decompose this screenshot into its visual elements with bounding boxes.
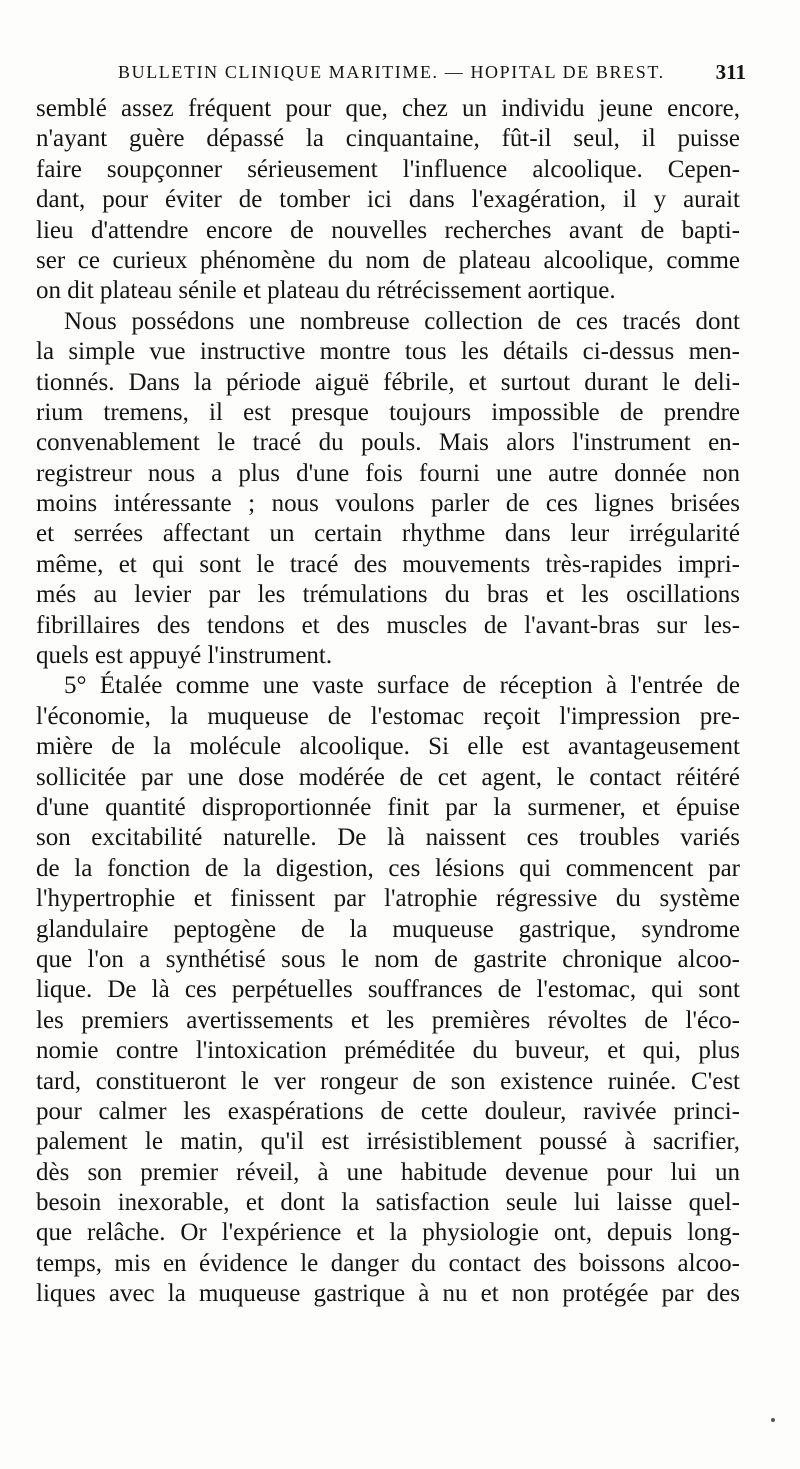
text-line: liques avec la muqueuse gastrique à nu et non protégée par des [36,1280,740,1308]
text-line: la simple vue instructive montre tous les détails ci-dessus men- [36,338,740,366]
text-line: son excitabilité naturelle. De là naissent ces troubles variés [36,824,740,852]
text-line: ser ce curieux phénomène du nom de plateau alcoolique, comme [36,246,740,274]
page-number: 311 [715,60,746,84]
text-line: que relâche. Or l'expérience et la physiologie ont, depuis long- [36,1219,740,1247]
text-line: semblé assez fréquent pour que, chez un individu jeune encore, [36,95,740,122]
text-line: que l'on a synthétisé sous le nom de gastrite chronique alcoo- [36,945,740,973]
text-line: l'hypertrophie et finissent par l'atrophie régressive du système [36,885,740,913]
text-line: nomie contre l'intoxication préméditée du buveur, et qui, plus [36,1037,740,1065]
text-line: palement le matin, qu'il est irrésistiblement poussé à sacrifier, [36,1128,740,1156]
text-line: lieu d'attendre encore de nouvelles recherches avant de bapti- [36,216,740,244]
text-line: tard, constitueront le ver rongeur de son existence ruinée. C'est [36,1067,740,1095]
text-line: fibrillaires des tendons et des muscles de l'avant-bras sur les- [36,611,740,639]
text-line: les premiers avertissements et les premières révoltes de l'éco- [36,1006,740,1034]
text-line: n'ayant guère dépassé la cinquantaine, fût-il seul, il puisse [36,125,740,153]
text-line: sollicitée par une dose modérée de cet agent, le contact réitéré [36,763,740,791]
text-line: tionnés. Dans la période aiguë fébrile, et surtout durant le deli- [36,368,740,396]
text-line: dant, pour éviter de tomber ici dans l'exagération, il y aurait [36,186,740,214]
text-line: registreur nous a plus d'une fois fourni une autre donnée non [36,459,740,487]
text-line: lique. De là ces perpétuelles souffrances de l'estomac, qui sont [36,976,740,1004]
text-line: rium tremens, il est presque toujours impossible de prendre [36,398,740,426]
text-line: et serrées affectant un certain rhythme dans leur irrégularité [36,520,740,548]
text-line: quels est appuyé l'instrument. [36,642,333,670]
paragraph-start-line: Nous possédons une nombreuse collection de ces tracés dont [64,307,740,335]
text-line: on dit plateau sénile et plateau du rétrécissement aortique. [36,277,616,305]
text-line: d'une quantité disproportionnée finit par la surmener, et épuise [36,793,740,821]
text-line: glandulaire peptogène de la muqueuse gastrique, syndrome [36,915,740,943]
text-line: besoin inexorable, et dont la satisfaction seule lui laisse quel- [36,1189,740,1217]
running-title: BULLETIN CLINIQUE MARITIME. — HOPITAL DE BREST. [118,62,665,82]
text-line: moins intéressante ; nous voulons parler de ces lignes brisées [36,490,740,518]
text-line: de la fonction de la digestion, ces lésions qui commencent par [36,854,740,882]
text-line: pour calmer les exaspérations de cette douleur, ravivée princi- [36,1097,740,1125]
body-text [36,94,740,1310]
text-line: convenablement le tracé du pouls. Mais alors l'instrument en- [36,429,740,457]
text-line: més au levier par les trémulations du bras et les oscillations [36,581,740,609]
text-line: dès son premier réveil, à une habitude devenue pour lui un [36,1158,740,1186]
text-line: mière de la molécule alcoolique. Si elle est avantageusement [36,733,740,761]
text-line: temps, mis en évidence le danger du contact des boissons alcoo- [36,1249,740,1277]
ink-speck [771,1418,775,1422]
running-header [118,62,746,92]
text-line: l'économie, la muqueuse de l'estomac reçoit l'impression pre- [36,702,740,730]
text-line: faire soupçonner sérieusement l'influence alcoolique. Cepen- [36,155,740,183]
paragraph-start-line: 5° Étalée comme une vaste surface de réception à l'entrée de [64,672,740,700]
text-line: même, et qui sont le tracé des mouvements très-rapides impri- [36,550,740,578]
